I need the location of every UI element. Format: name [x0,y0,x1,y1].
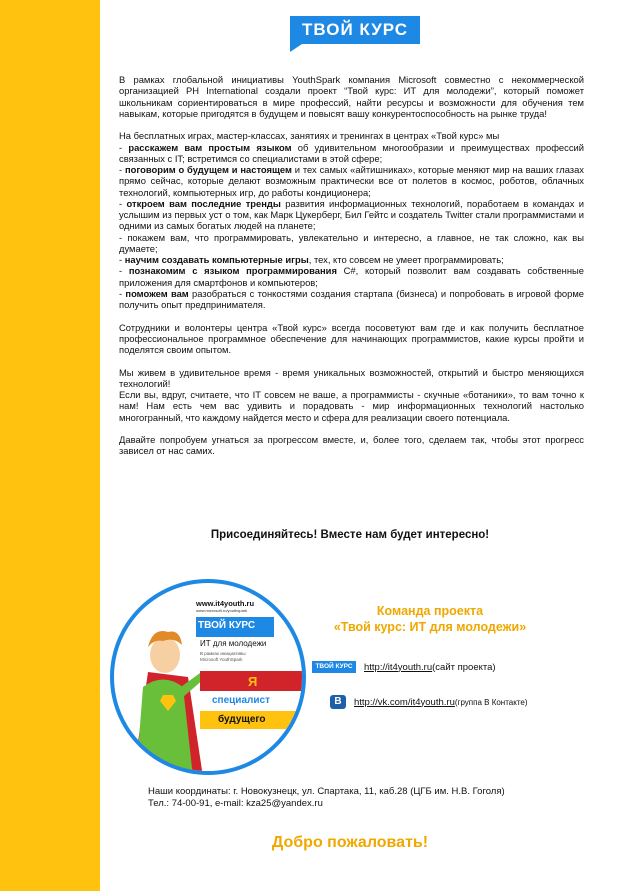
vk-icon: B [330,695,346,709]
address: Наши координаты: г. Новокузнецк, ул. Спартака, 11, каб.28 (ЦГБ им. Н.В. Гоголя) [148,786,505,797]
team-line-2: «Твой курс: ИТ для молодежи» [333,620,527,634]
vk-link-note: (группа В Контакте) [454,697,528,707]
tvoy-kurs-logo [290,16,420,52]
circle-site-small: www.microsoft.ru/youthspark [196,608,248,613]
offer-item: - откроем вам последние тренды развития информационных технологий, поработаем в командах и услышим из первых уст о том, как Марк Цукерберг, Бил Гейтс и создатель Twitter стали программистами и одними из самых богатых людей на планете; [119,197,584,232]
contacts [148,786,588,810]
offer-paragraph [119,130,584,310]
mini-tvoy-kurs-logo: ТВОЙ КУРС [312,661,356,673]
circle-brand: ТВОЙ КУРС [198,620,256,631]
site-link-row [312,661,496,673]
circle-ya: Я [248,674,258,689]
circle-note-2: Microsoft YouthSpark [200,657,243,662]
circle-future: будущего [218,714,266,725]
era-line: Если вы, вдруг, считаете, что IT совсем не ваше, а программисты - скучные «ботаники», то вам точно к нам! Нам есть чем вас удивить и порадовать - мир информационных технологий настолько многогранный, что каждому найдется место и сфера для реализации своего потенциала. [119,389,584,423]
circle-specialist: специалист [212,695,270,706]
offer-item: - поможем вам разобраться с тонкостями создания стартапа (бизнеса) и попробовать в игровой форме получить опыт предпринимателя. [119,287,585,310]
circle-note-1: В рамках инициативы [200,651,246,656]
join-slogan: Присоединяйтесь! Вместе нам будет интересно! [210,529,490,541]
welcome-text: Добро пожаловать! [271,834,429,851]
offer-item: - расскажем вам простым языком об удивительном многообразии и преимуществах профессий связанных с IT; встретимся со специалистами в этой сфере; [119,141,584,164]
era-paragraph [119,367,584,423]
era-line: Мы живем в удивительное время - время уникальных возможностей, открытий и быстро меняющихся технологий! [119,366,584,389]
circle-site: www.it4youth.ru [196,599,255,608]
main-text [119,74,584,468]
vk-link-row [330,695,528,709]
phone-email: Тел.: 74-00-91, e-mail: kza25@yandex.ru [148,798,323,809]
offer-item: - научим создавать компьютерные игры, тех, кто совсем не умеет программировать; [119,254,504,265]
progress-paragraph: Давайте попробуем угнаться за прогрессом вместе, и, более того, сделаем так, чтобы этот прогресс зависел от нас самих. [119,434,584,457]
promo-circle [108,577,308,777]
team-line-1: Команда проекта [376,604,484,618]
site-link-note: (сайт проекта) [432,661,496,673]
vk-link[interactable]: http://vk.com/it4youth.ru [354,696,455,708]
offer-item: - покажем вам, что программировать, увлекательно и интересно, а главное, не так сложно, как вы думаете; [119,231,585,254]
hero-face-icon [150,637,180,673]
offer-item: - познакомим с языком программирования C#, который позволит вам создавать собственные приложения для смартфонов и компьютеров; [119,265,584,288]
yellow-side-bar [0,0,100,891]
logo-shape-icon [290,16,420,52]
offer-item: - поговорим о будущем и настоящем и тех самых «айтишниках», которые меняют мир на ваших глазах прямо сейчас, которые делают возможным практически все от полетов в космос, роботов, облачных технологий, компьютерных игр, до работы кондиционера; [119,164,584,198]
project-team-heading [305,603,555,635]
offer-lead: На бесплатных играх, мастер-классах, занятиях и тренингах в центрах «Твой курс» мы [119,130,500,142]
circle-sub: ИТ для молодежи [200,639,267,648]
logo-text: ТВОЙ КУРС [302,20,408,39]
staff-paragraph: Сотрудники и волонтеры центра «Твой курс» всегда посоветуют вам где и как получить бесплатное профессиональное программное обеспечение для начинающих программистов, какие курсы пройти и поделятся своим опытом. [119,321,584,355]
intro-paragraph: В рамках глобальной инициативы YouthSpark компания Microsoft совместно с некоммерческой организацией PH International создали проект “Твой курс: ИТ для молодежи”, который поможет школьникам сориентироваться в мире профессий, найти ресурсы и возможности для обучения тем навыкам, которые пригодятся в будущем и повысят вашу конкурентоспособность на рынке труда! [119,74,584,119]
site-link[interactable]: http://it4youth.ru [364,661,433,673]
